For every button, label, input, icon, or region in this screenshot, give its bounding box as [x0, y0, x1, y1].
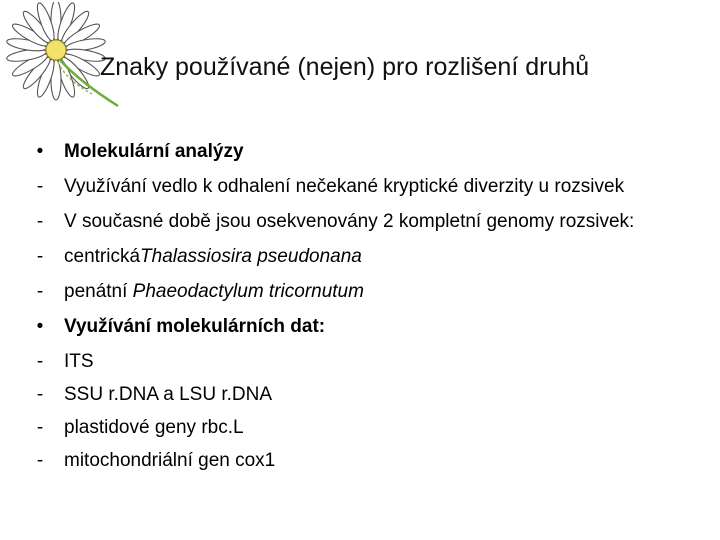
bullet-list [28, 140, 688, 482]
item-text: Molekulární analýzy [64, 141, 244, 162]
slide-title: Znaky používané (nejen) pro rozlišení druhů [100, 53, 590, 81]
list-item [28, 383, 688, 407]
dash-marker: - [36, 384, 44, 405]
list-item [28, 315, 688, 339]
list-item [28, 210, 688, 234]
item-text: ITS [64, 351, 94, 372]
item-text: plastidové geny rbc.L [64, 417, 244, 438]
dash-marker: - [36, 246, 44, 267]
species-name: Thalassiosira pseudonana [140, 246, 362, 267]
species-name: Phaeodactylum tricornutum [132, 281, 364, 302]
bullet-marker: • [36, 316, 44, 337]
item-text: SSU r.DNA a LSU r.DNA [64, 384, 273, 405]
item-text: Využívání molekulárních dat: [64, 316, 326, 337]
dash-marker: - [36, 281, 44, 302]
dash-marker: - [36, 450, 44, 471]
dash-marker: - [36, 351, 44, 372]
item-prefix: penátní [64, 281, 133, 302]
dash-marker: - [36, 211, 44, 232]
list-item [28, 245, 688, 269]
list-item [28, 280, 688, 304]
item-text: mitochondriální gen cox1 [64, 450, 276, 471]
item-text [64, 246, 362, 267]
list-item [28, 416, 688, 440]
list-item [28, 449, 688, 473]
list-item [28, 140, 688, 164]
item-text: V současné době jsou osekvenovány 2 kompletní genomy rozsivek: [64, 211, 635, 232]
list-item [28, 350, 688, 374]
list-item [28, 175, 688, 199]
bullet-marker: • [36, 141, 44, 162]
dash-marker: - [36, 176, 44, 197]
item-text [64, 281, 364, 302]
item-prefix: centrická [64, 246, 141, 267]
item-text: Využívání vedlo k odhalení nečekané kryptické diverzity u rozsivek [64, 176, 625, 197]
dash-marker: - [36, 417, 44, 438]
